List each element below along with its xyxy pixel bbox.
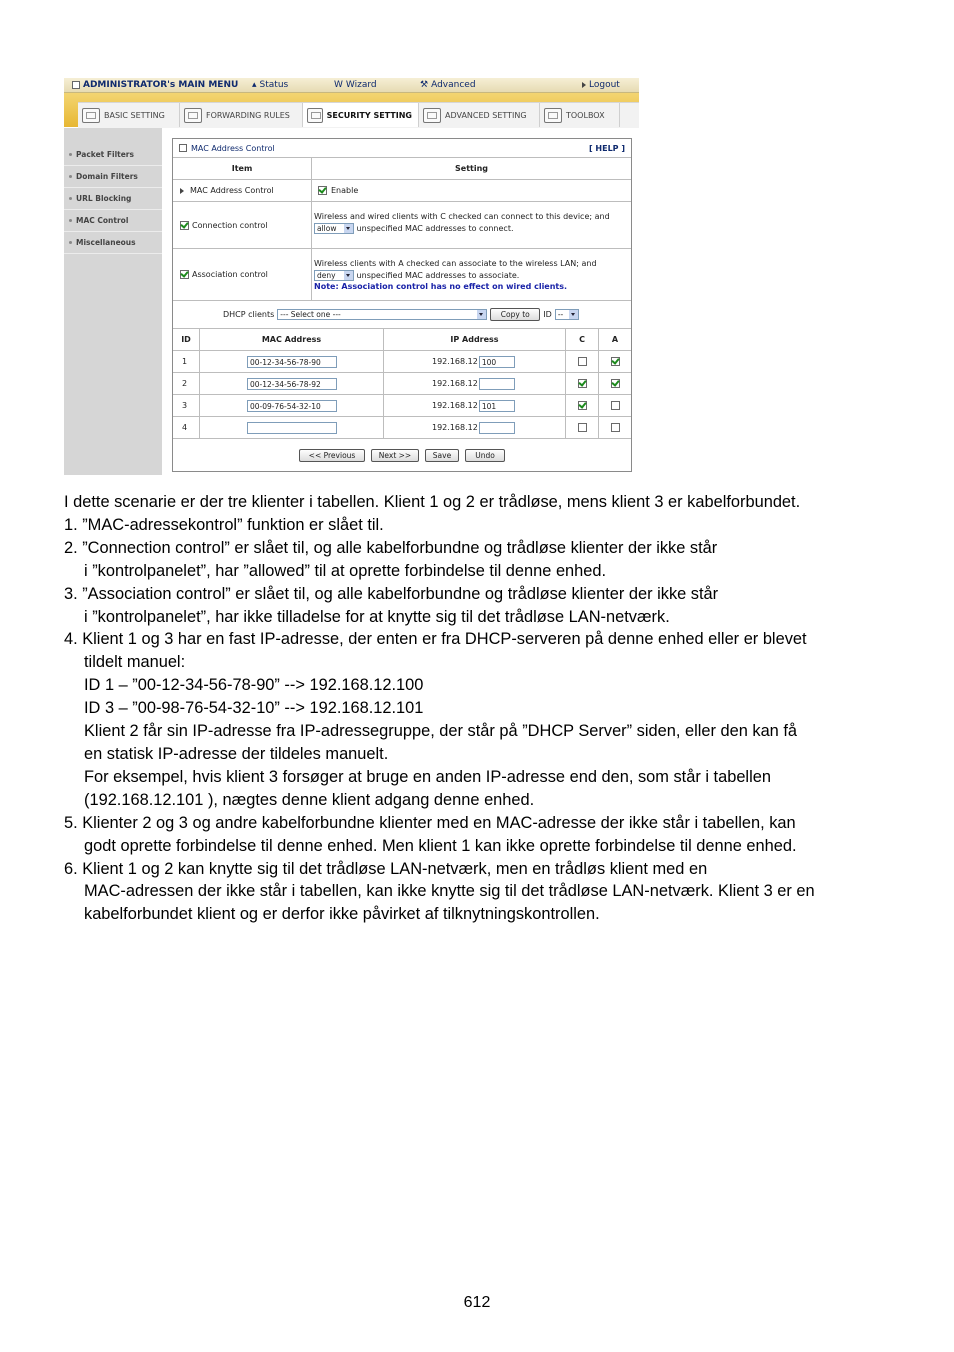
admin-main-menu-label: ADMINISTRATOR's MAIN MENU: [83, 80, 239, 90]
connection-policy-select[interactable]: [314, 223, 354, 234]
list-item-continuation: i ”kontrolpanelet”, har ikke tilladelse for at knytte sig til det trådløse LAN-netværk.: [84, 607, 670, 626]
association-description-tail: unspecified MAC addresses to associate.: [356, 271, 520, 280]
list-item-continuation: MAC-adressen der ikke står i tabellen, kan ikke knytte sig til det trådløse LAN-netværk. Klient 3 er en: [84, 882, 815, 901]
bullet-icon: [69, 241, 72, 244]
item-column-header: Item: [231, 164, 253, 173]
page-number: 612: [463, 1294, 491, 1311]
mac-address-input[interactable]: 00-12-34-56-78-90: [247, 356, 337, 368]
advanced-label: Advanced: [431, 80, 476, 90]
id-select[interactable]: [555, 309, 579, 320]
connection-description: Wireless and wired clients with C checked can connect to this device; and: [314, 212, 610, 221]
list-item: 6. Klient 1 og 2 kan knytte sig til det trådløse LAN-netværk, men en trådløs klient med en: [64, 859, 708, 878]
previous-label: << Previous: [308, 450, 356, 460]
save-button[interactable]: [425, 449, 459, 462]
id-column-header: ID: [181, 335, 191, 344]
association-note: Note: Association control has no effect on wired clients.: [314, 282, 568, 291]
basic-setting-icon: [82, 108, 100, 123]
list-item-continuation: (192.168.12.101 ), nægtes denne klient adgang denne enhed.: [84, 790, 535, 809]
sidebar: [64, 128, 162, 475]
copy-to-label: Copy to: [500, 310, 530, 319]
connection-policy-value: allow: [317, 224, 337, 233]
table-row: [173, 373, 631, 395]
tab-label: FORWARDING RULES: [206, 110, 290, 120]
wizard-link[interactable]: [334, 80, 377, 90]
enable-label: Enable: [331, 186, 359, 195]
list-item-continuation: ID 3 – ”00-98-76-54-32-10” --> 192.168.12.101: [84, 699, 424, 718]
list-item: 5. Klienter 2 og 3 og andre kabelforbundne klienter med en MAC-adresse der ikke står i tabellen, kan: [64, 813, 796, 832]
advanced-icon: ⚒: [420, 80, 429, 90]
bullet-icon: [69, 197, 72, 200]
mac-address-input[interactable]: [247, 422, 337, 434]
list-item-continuation: For eksempel, hvis klient 3 forsøger at bruge en anden IP-adresse end den, som står i tabellen: [84, 767, 771, 786]
id-label: ID: [543, 310, 552, 319]
ip-suffix-input[interactable]: [479, 378, 515, 390]
copy-to-button[interactable]: [490, 308, 540, 321]
mac-control-panel: [172, 138, 632, 472]
sidebar-item-url-blocking[interactable]: [64, 188, 162, 210]
wizard-icon: W: [334, 80, 343, 90]
list-item-continuation: kabelforbundet klient og er derfor ikke påvirket af tilknytningskontrollen.: [84, 905, 600, 924]
top-menu-bar: [64, 78, 639, 93]
setting-column-header: Setting: [455, 164, 488, 173]
bullet-icon: [69, 219, 72, 222]
association-control-label: Association control: [192, 270, 268, 279]
list-item-continuation: en statisk IP-adresse der tildeles manuelt.: [84, 744, 389, 763]
admin-main-menu-link[interactable]: [72, 80, 238, 90]
document-body: [64, 491, 904, 926]
chevron-down-icon: [344, 224, 353, 233]
c-checkbox[interactable]: [578, 379, 587, 388]
sidebar-item-domain-filters[interactable]: [64, 166, 162, 188]
forwarding-rules-icon: [184, 108, 202, 123]
panel-title: MAC Address Control: [191, 143, 275, 153]
association-policy-select[interactable]: [314, 270, 354, 281]
a-checkbox[interactable]: [611, 357, 620, 366]
table-row: [173, 417, 631, 439]
intro-paragraph: I dette scenarie er der tre klienter i tabellen. Klient 1 og 2 er trådløse, mens klient 3 er kabelforbundet.: [64, 493, 801, 511]
mac-address-input[interactable]: 00-12-34-56-78-92: [247, 378, 337, 390]
a-checkbox[interactable]: [611, 379, 620, 388]
tab-security-setting[interactable]: [303, 103, 419, 127]
sidebar-item-label: Packet Filters: [76, 150, 134, 159]
tab-advanced-setting[interactable]: [419, 103, 540, 127]
a-checkbox[interactable]: [611, 423, 620, 432]
dhcp-clients-value: --- Select one ---: [280, 310, 341, 319]
association-policy-value: deny: [317, 271, 336, 280]
ip-column-header: IP Address: [450, 335, 499, 344]
sidebar-item-packet-filters[interactable]: [64, 144, 162, 166]
ip-suffix-input[interactable]: 100: [479, 356, 515, 368]
list-item: 3. ”Association control” er slået til, og alle kabelforbundne og trådløse klienter der ikke står: [64, 584, 719, 603]
mac-column-header: MAC Address: [261, 335, 322, 344]
status-label: Status: [259, 80, 289, 90]
sidebar-item-miscellaneous[interactable]: [64, 232, 162, 254]
association-control-checkbox[interactable]: [180, 270, 189, 279]
chevron-down-icon: [344, 271, 353, 280]
settings-header-row: [173, 158, 631, 180]
tab-basic-setting[interactable]: [78, 103, 180, 127]
chevron-down-icon: [569, 310, 578, 319]
ip-suffix-input[interactable]: [479, 422, 515, 434]
dhcp-clients-select[interactable]: [277, 309, 487, 320]
c-checkbox[interactable]: [578, 401, 587, 410]
sidebar-item-label: Domain Filters: [76, 172, 138, 181]
wizard-label: Wizard: [345, 80, 377, 90]
arrow-right-icon: [582, 82, 586, 88]
ip-suffix-input[interactable]: 101: [479, 400, 515, 412]
panel-square-icon: [179, 144, 187, 152]
sidebar-item-label: MAC Control: [76, 216, 129, 225]
list-item-continuation: i ”kontrolpanelet”, har ”allowed” til at oprette forbindelse til denne enhed.: [84, 561, 607, 580]
next-button[interactable]: [371, 449, 419, 462]
a-column-header: A: [611, 335, 619, 344]
mac-control-row: [173, 180, 631, 202]
association-control-row: [173, 249, 631, 301]
ip-prefix: 192.168.12: [432, 357, 478, 366]
list-item-continuation: ID 1 – ”00-12-34-56-78-90” --> 192.168.12.100: [84, 676, 424, 695]
dhcp-clients-row: [173, 301, 631, 329]
row-id: 2: [182, 379, 188, 388]
mac-control-enable-checkbox[interactable]: [318, 186, 327, 195]
sidebar-item-label: Miscellaneous: [76, 238, 136, 247]
undo-label: Undo: [475, 450, 495, 460]
toolbox-icon: [544, 108, 562, 123]
tab-label: ADVANCED SETTING: [445, 110, 527, 120]
c-checkbox[interactable]: [578, 423, 587, 432]
tab-label: TOOLBOX: [566, 110, 605, 120]
panel-title-row: [173, 139, 631, 158]
save-label: Save: [432, 450, 452, 460]
advanced-link[interactable]: [420, 80, 476, 90]
row-id: 3: [182, 401, 188, 410]
c-checkbox[interactable]: [578, 357, 587, 366]
mac-address-input[interactable]: 00-09-76-54-32-10: [247, 400, 337, 412]
logout-link[interactable]: [582, 80, 620, 90]
row-id: 1: [182, 357, 188, 366]
help-label: [ HELP ]: [588, 143, 625, 153]
bullet-icon: [69, 175, 72, 178]
status-icon: ▴: [252, 80, 257, 90]
id-select-value: --: [557, 310, 564, 319]
connection-control-label: Connection control: [192, 220, 268, 230]
c-column-header: C: [579, 335, 585, 344]
logout-label: Logout: [589, 80, 620, 90]
row-id: 4: [182, 423, 188, 432]
menu-square-icon: [72, 81, 80, 89]
association-description: Wireless clients with A checked can associate to the wireless LAN; and: [314, 259, 597, 268]
tab-forwarding-rules[interactable]: [180, 103, 303, 127]
router-admin-screenshot: [64, 78, 639, 475]
list-item-continuation: tildelt manuel:: [84, 653, 186, 672]
connection-description-tail: unspecified MAC addresses to connect.: [356, 224, 514, 233]
next-label: Next >>: [378, 450, 412, 460]
undo-button[interactable]: [465, 449, 505, 462]
list-item-continuation: Klient 2 får sin IP-adresse fra IP-adressegruppe, der står på ”DHCP Server” siden, eller den kan få: [84, 722, 798, 741]
sidebar-item-mac-control[interactable]: [64, 210, 162, 232]
list-item-continuation: godt oprette forbindelse til denne enhed. Men klient 1 kan ikke oprette forbindelse til denne enhed.: [84, 836, 797, 855]
chevron-down-icon: [477, 310, 486, 319]
a-checkbox[interactable]: [611, 401, 620, 410]
sidebar-item-label: URL Blocking: [76, 194, 132, 203]
action-buttons: [173, 439, 631, 471]
tab-toolbox[interactable]: [540, 103, 620, 127]
bullet-icon: [69, 153, 72, 156]
previous-button[interactable]: [299, 449, 365, 462]
tab-strip: [78, 102, 639, 128]
tab-label: SECURITY SETTING: [326, 110, 412, 120]
table-row: [173, 351, 631, 373]
arrow-right-icon: [180, 188, 184, 194]
ip-prefix: 192.168.12: [432, 423, 478, 432]
list-item: 2. ”Connection control” er slået til, og alle kabelforbundne og trådløse klienter der ikke står: [64, 538, 718, 557]
client-table-header: [173, 329, 631, 351]
advanced-setting-icon: [423, 108, 441, 123]
dhcp-clients-label: DHCP clients: [223, 310, 275, 319]
status-link[interactable]: [252, 80, 288, 90]
ip-prefix: 192.168.12: [432, 401, 478, 410]
help-link[interactable]: [589, 139, 625, 157]
list-item: 1. ”MAC-adressekontrol” funktion er slået til.: [64, 515, 384, 534]
connection-control-row: [173, 202, 631, 249]
table-row: [173, 395, 631, 417]
connection-control-checkbox[interactable]: [180, 221, 189, 230]
security-setting-icon: [307, 108, 323, 123]
tab-label: BASIC SETTING: [104, 110, 165, 120]
mac-control-label: MAC Address Control: [190, 186, 274, 195]
ip-prefix: 192.168.12: [432, 379, 478, 388]
tab-bar: [64, 93, 639, 127]
list-item: 4. Klient 1 og 3 har en fast IP-adresse, der enten er fra DHCP-serveren på denne enhed eller er blevet: [64, 630, 807, 649]
